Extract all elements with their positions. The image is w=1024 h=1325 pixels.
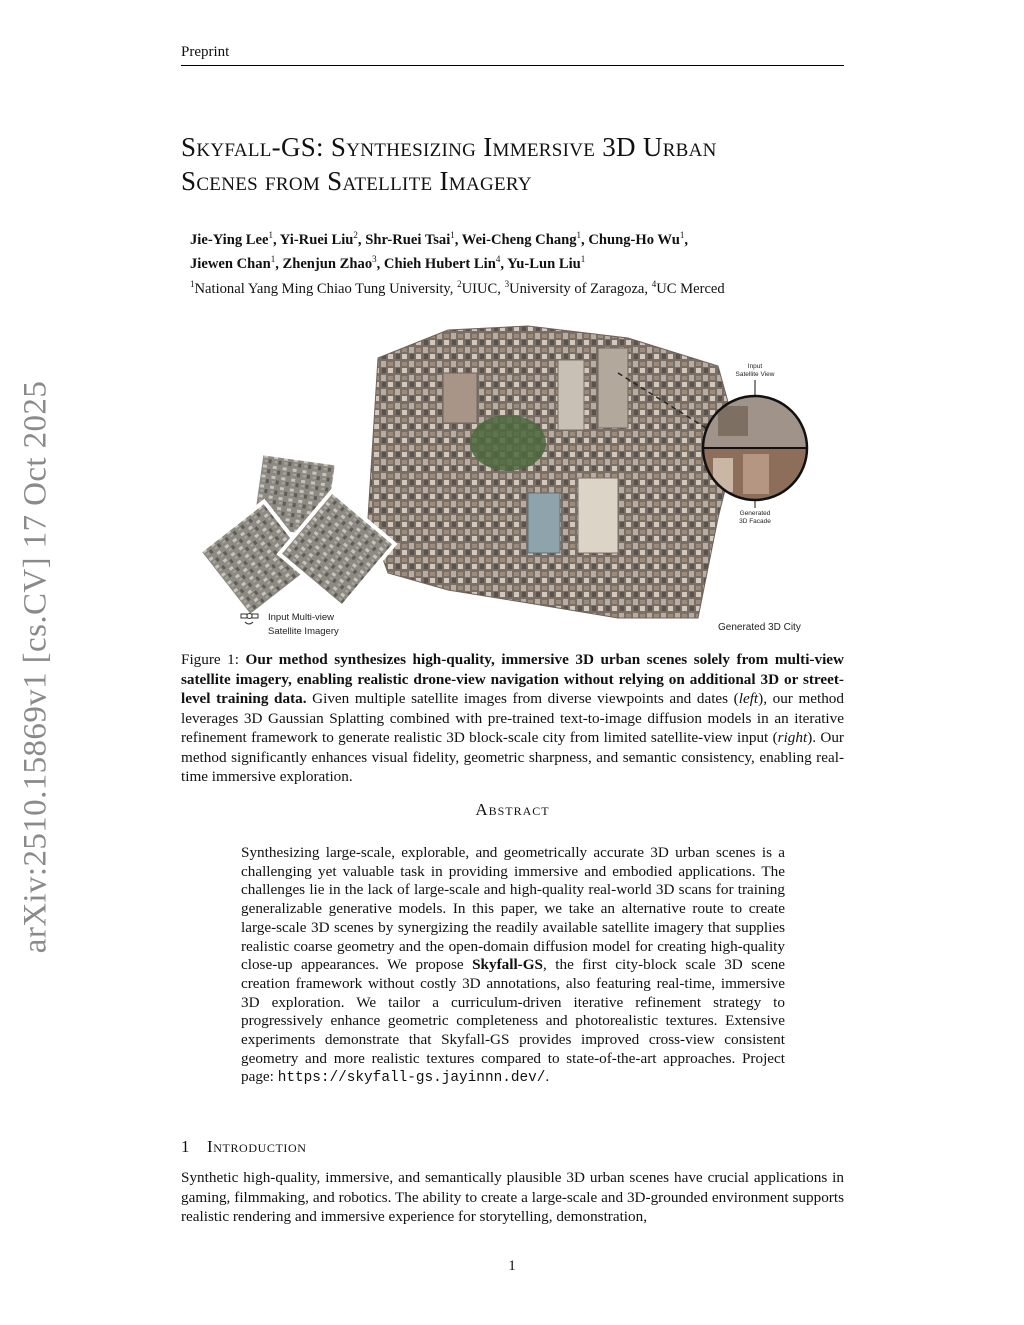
caption-text: ). Our method significantly enhances visual fidelity, geometric sharpness, and semantic consistency, enabling real-time immersive exploration. — [181, 729, 844, 785]
abstract-body — [241, 844, 785, 1088]
affiliation-mark: 1 — [580, 254, 586, 265]
running-header: Preprint — [181, 44, 230, 60]
caption-emph: left — [738, 690, 759, 707]
satellite-image-tiles — [199, 453, 394, 616]
caption-text: Given multiple satellite images from diverse viewpoints and dates ( — [306, 690, 739, 707]
affiliation-mark: 2 — [353, 230, 358, 240]
page-number: 1 — [508, 1258, 516, 1274]
affiliation-mark: 1 — [270, 254, 276, 265]
teaser-figure-graphic — [198, 318, 828, 644]
label-facade: Generated — [739, 510, 771, 517]
label-facade-2: 3D Facade — [739, 518, 771, 525]
header-rule — [181, 65, 844, 66]
label-input-satellite: Input Multi-view — [268, 612, 334, 623]
arxiv-stamp — [14, 372, 58, 962]
affiliation-mark: 3 — [372, 254, 377, 265]
teaser-figure — [198, 318, 828, 644]
figure-caption — [181, 650, 844, 787]
affiliation-mark: 4 — [495, 254, 501, 265]
tower — [528, 493, 560, 553]
label-input-satellite-2: Satellite Imagery — [268, 626, 339, 637]
author-name: Shr-Ruei Tsai — [365, 231, 451, 248]
arxiv-stamp-text: arXiv:2510.15869v1 [cs.CV] 17 Oct 2025 — [17, 380, 54, 954]
affiliation-mark: 1 — [679, 230, 685, 240]
author-line-1: Jie-Ying Lee$^1$, Yi-Ruei Liu$^2$, Shr-Ruei Tsai$^1$, Wei-Cheng Chang$^1$, Chung-Ho Wu$^1$, — [190, 230, 689, 248]
affiliation-mark: 3 — [504, 278, 510, 289]
label-input-view: Input — [747, 363, 763, 370]
author-name: Wei-Cheng Chang — [461, 231, 577, 248]
section-heading-introduction — [181, 1137, 307, 1157]
author-name: Chieh Hubert Lin — [383, 256, 496, 273]
author-name: Yi-Ruei Liu — [279, 231, 354, 248]
author-name: Jie-Ying Lee — [190, 231, 269, 248]
tower — [443, 373, 477, 423]
caption-text: ), our method leverages 3D Gaussian Splatting combined with pre-trained text-to-image diffusion models in an iterative refinement framework to generate realistic 3D block-scale city from limited satellite-view input ( — [181, 690, 844, 746]
tower — [558, 360, 584, 430]
affiliation-mark: 4 — [651, 278, 657, 289]
abstract-text: , the first city-block scale 3D scene creation framework without costly 3D annotations, also featuring real-time, immersive 3D exploration. We tailor a curriculum-driven iterative refinement strategy to progressively enhance geometric completeness and photorealistic textures. Extensive experiments demonstrate that Skyfall-GS provides improved cross-view consistent geometry and more realistic textures compared to state-of-the-art approaches. Project page: — [241, 956, 785, 1086]
label-input-view-2: Satellite View — [735, 371, 775, 378]
generated-city-render — [368, 326, 738, 618]
introduction-paragraph: Synthetic high-quality, immersive, and semantically plausible 3D urban scenes have crucial applications in gaming, filmmaking, and robotics. The ability to create a large-scale and 3D-grounded environment supports realistic rendering and immersive experience for storytelling, demonstration, — [181, 1169, 844, 1225]
title-line-2: Scenes from Satellite Imagery — [181, 166, 532, 196]
title-line-1: Skyfall-GS: Synthesizing Immersive 3D Urban — [181, 132, 717, 162]
section-number: 1 — [181, 1137, 191, 1156]
abstract-text: . — [545, 1068, 550, 1086]
author-name: Yu-Lun Liu — [507, 256, 581, 273]
tower — [598, 348, 628, 428]
caption-prefix: Figure 1: — [181, 651, 246, 668]
affiliation-mark: 1 — [450, 230, 455, 240]
affiliation-mark: 2 — [457, 278, 462, 289]
affiliation: University of Zaragoza, — [509, 280, 652, 297]
section-title: Introduction — [207, 1137, 307, 1156]
affiliation-mark: 1 — [268, 230, 273, 240]
project-page-link[interactable]: https://skyfall-gs.jayinnn.dev/ — [277, 1070, 546, 1087]
author-block — [190, 226, 850, 299]
affiliation: National Yang Ming Chiao Tung University, — [194, 280, 458, 297]
author-line-2: Jiewen Chan$^1$, Zhenjun Zhao$^3$, Chieh Hubert Lin$^4$, Yu-Lun Liu$^1$ — [190, 254, 586, 273]
tower — [578, 478, 618, 553]
paper-title — [181, 130, 861, 198]
method-name: Skyfall-GS — [472, 956, 543, 974]
label-generated-city: Generated 3D City — [718, 622, 801, 633]
author-name: Zhenjun Zhao — [282, 256, 373, 273]
affiliation: UIUC, — [461, 280, 505, 297]
affiliations — [190, 275, 850, 299]
caption-emph: right — [777, 729, 808, 746]
author-name: Chung-Ho Wu — [588, 231, 680, 248]
abstract-heading: Abstract — [475, 800, 550, 819]
affiliation-mark: 1 — [576, 230, 582, 240]
abstract-text: Synthesizing large-scale, explorable, and geometrically accurate 3D urban scenes is a challenging yet valuable task in providing immersive and embodied applications. The challenges lie in the lack of large-scale and high-quality real-world 3D scans for training generalizable generative models. In this paper, we take an alternative route to create large-scale 3D scenes by synergizing the readily available satellite imagery that supplies realistic coarse geometry and the open-domain diffusion model for creating high-quality close-up appearances. We propose — [241, 844, 785, 974]
park-area — [470, 415, 546, 471]
affiliation-mark: 1 — [190, 278, 195, 289]
caption-bold: Our method synthesizes high-quality, immersive 3D urban scenes solely from multi-view satellite imagery, enabling realistic drone-view navigation without relying on additional 3D or street-level training data. — [181, 651, 844, 707]
affiliation: UC Merced — [656, 280, 725, 297]
author-name: Jiewen Chan — [190, 256, 271, 273]
